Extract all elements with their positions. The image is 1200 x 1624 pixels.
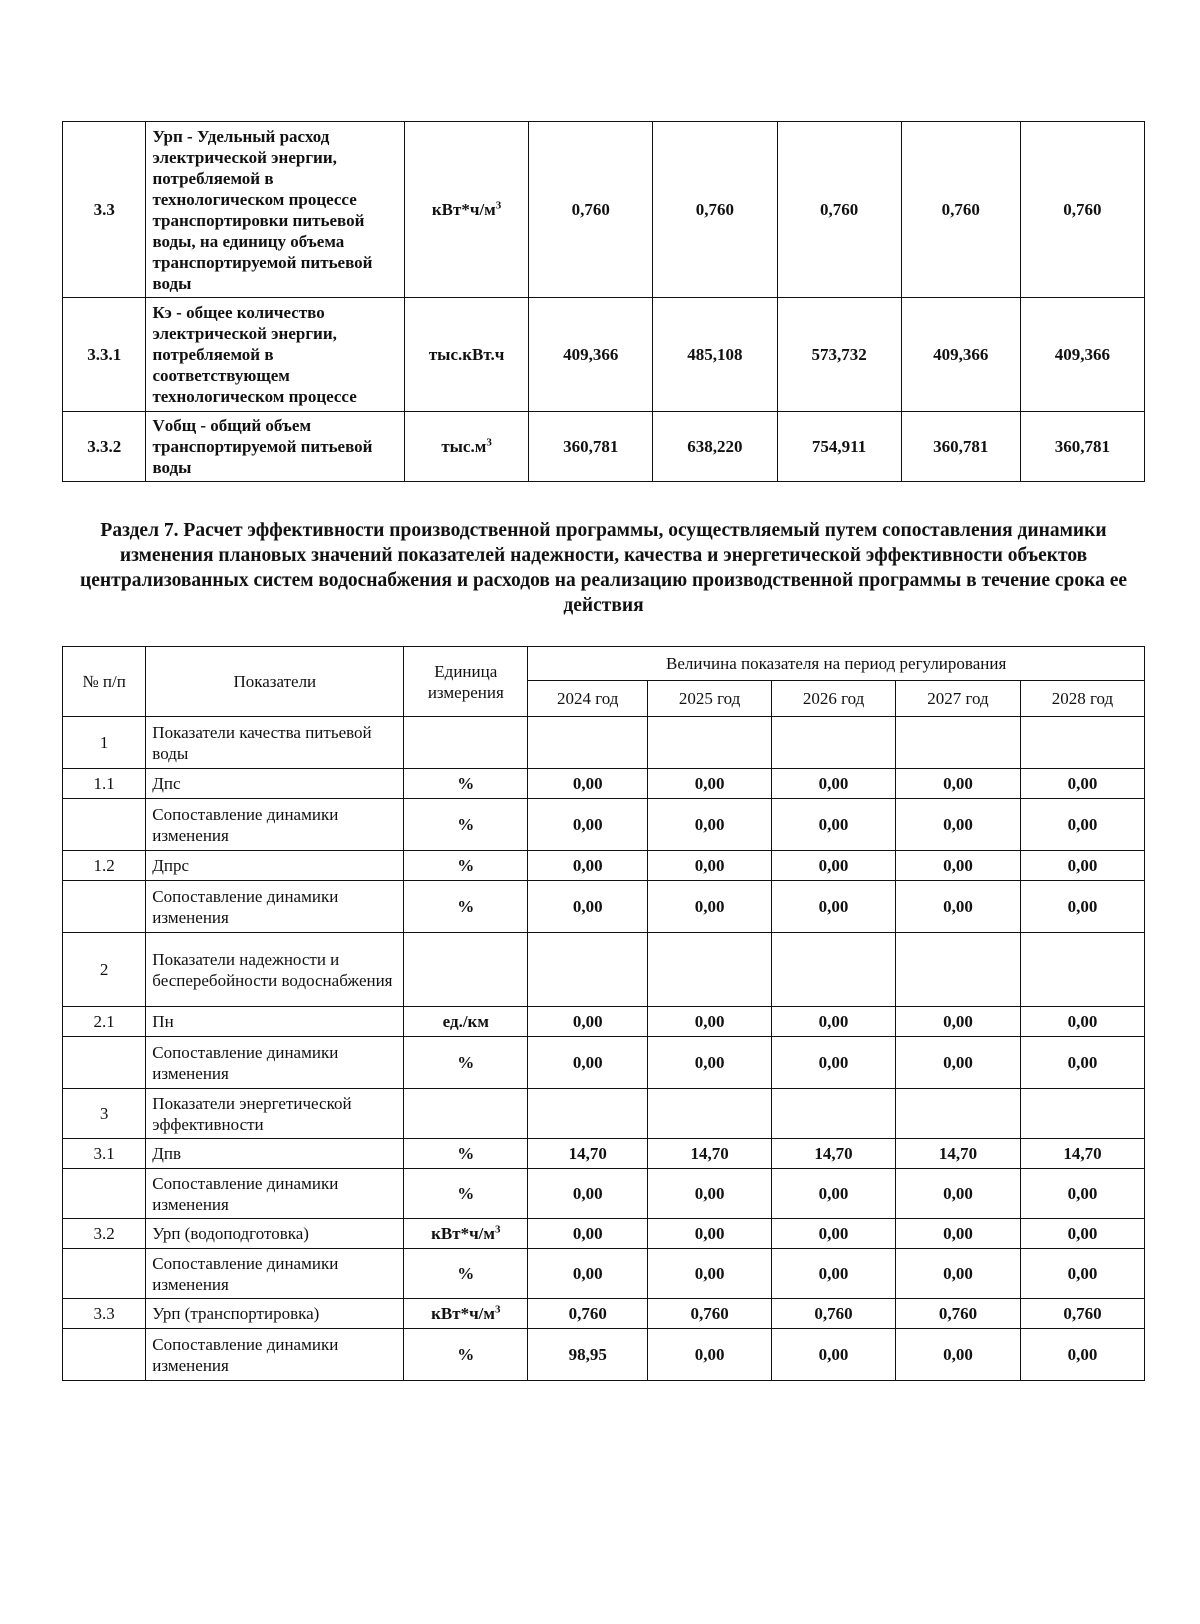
value-cell: 0,00 (528, 1037, 648, 1089)
row-number (63, 799, 146, 851)
table-row (63, 717, 1145, 769)
section-heading: Раздел 7. Расчет эффективности производственной программы, осуществляемый путем сопоставления динамики изменения плановых значений показателей надежности, качества и энергетической эффективности объектов централизованных систем водоснабжения и расходов на реализацию производственной программы в течение срока ее действия (79, 520, 1128, 616)
value-cell: 0,00 (896, 799, 1021, 851)
table-row (63, 122, 1145, 298)
row-number: 3 (63, 1089, 146, 1139)
header-year: 2027 год (896, 681, 1021, 717)
unit-cell (404, 1329, 528, 1381)
value-cell: 0,00 (896, 1329, 1021, 1381)
table-row (63, 1139, 1145, 1169)
row-indicator-name: Урп (транспортировка) (146, 1299, 404, 1329)
value-cell: 14,70 (772, 1139, 896, 1169)
value-cell: 0,00 (896, 851, 1021, 881)
value-cell (528, 1089, 648, 1139)
value-cell: 14,70 (896, 1139, 1021, 1169)
row-number (63, 881, 146, 933)
value-cell: 0,00 (528, 851, 648, 881)
unit-cell (404, 1299, 528, 1329)
unit-text: % (457, 1184, 475, 1203)
value-cell: 0,00 (1020, 1169, 1144, 1219)
unit-superscript: 3 (486, 436, 492, 449)
unit-cell (404, 1089, 528, 1139)
value-cell: 0,00 (896, 1219, 1021, 1249)
value-cell: 0,00 (648, 1007, 772, 1037)
row-number (63, 1249, 146, 1299)
unit-text: % (457, 774, 475, 793)
value-cell: 0,00 (1020, 1219, 1144, 1249)
value-cell: 360,781 (901, 412, 1020, 482)
value-cell: 0,760 (777, 122, 901, 298)
row-indicator-name: Кэ - общее количество электрической энергии, потребляемой в соответствующем технологическом процессе (146, 298, 405, 412)
value-cell (648, 717, 772, 769)
row-number: 3.3 (63, 122, 146, 298)
value-cell: 0,00 (528, 1169, 648, 1219)
header-year: 2024 год (528, 681, 648, 717)
row-number: 3.1 (63, 1139, 146, 1169)
value-cell (528, 933, 648, 1007)
header-year: 2026 год (772, 681, 896, 717)
value-cell (528, 717, 648, 769)
value-cell: 485,108 (653, 298, 777, 412)
unit-cell (404, 933, 528, 1007)
value-cell: 0,00 (896, 1169, 1021, 1219)
value-cell: 0,00 (528, 1219, 648, 1249)
value-cell: 14,70 (528, 1139, 648, 1169)
header-period: Величина показателя на период регулирования (528, 647, 1145, 681)
unit-text: % (457, 1345, 475, 1364)
unit-cell (404, 851, 528, 881)
row-number (63, 1169, 146, 1219)
value-cell: 0,00 (772, 881, 896, 933)
value-cell: 0,00 (1020, 1037, 1144, 1089)
unit-superscript: 3 (495, 199, 502, 212)
unit-text: % (457, 1144, 475, 1163)
table-row (63, 851, 1145, 881)
table-row (63, 933, 1145, 1007)
value-cell: 0,00 (772, 1329, 896, 1381)
row-indicator-name: Показатели надежности и бесперебойности водоснабжения (146, 933, 404, 1007)
unit-cell (404, 1139, 528, 1169)
value-cell: 0,00 (772, 1007, 896, 1037)
value-cell: 0,760 (653, 122, 777, 298)
row-indicator-name: Сопоставление динамики изменения (146, 881, 404, 933)
row-indicator-name: Дпрс (146, 851, 404, 881)
row-number (63, 1037, 146, 1089)
value-cell: 409,366 (529, 298, 653, 412)
value-cell: 98,95 (528, 1329, 648, 1381)
value-cell: 0,760 (1020, 122, 1144, 298)
header-unit: Единица измерения (404, 647, 528, 717)
value-cell: 0,00 (772, 1037, 896, 1089)
row-number: 3.3 (63, 1299, 146, 1329)
unit-text: ед./км (442, 1012, 489, 1031)
header-name: Показатели (146, 647, 404, 717)
row-indicator-name: Урп - Удельный расход электрической энергии, потребляемой в технологическом процессе транспортировки питьевой воды, на единицу объема транспортируемой питьевой воды (146, 122, 405, 298)
unit-cell (404, 1169, 528, 1219)
value-cell: 0,760 (529, 122, 653, 298)
unit-superscript: 3 (494, 1303, 501, 1316)
value-cell: 0,00 (648, 1169, 772, 1219)
row-indicator-name: Сопоставление динамики изменения (146, 1037, 404, 1089)
table-row (63, 412, 1145, 482)
value-cell: 0,00 (648, 1249, 772, 1299)
row-number: 1.1 (63, 769, 146, 799)
unit-superscript: 3 (494, 1223, 501, 1236)
value-cell (1020, 717, 1144, 769)
value-cell: 0,00 (648, 769, 772, 799)
table-row (63, 1089, 1145, 1139)
value-cell: 754,911 (777, 412, 901, 482)
value-cell: 0,00 (648, 799, 772, 851)
value-cell: 0,00 (896, 881, 1021, 933)
header-year: 2028 год (1020, 681, 1144, 717)
value-cell: 0,00 (528, 881, 648, 933)
row-indicator-name: Сопоставление динамики изменения (146, 799, 404, 851)
table-row (63, 1037, 1145, 1089)
value-cell: 0,00 (772, 1169, 896, 1219)
row-indicator-name: Показатели качества питьевой воды (146, 717, 404, 769)
unit-text: тыс.кВт.ч (428, 345, 505, 364)
value-cell: 360,781 (529, 412, 653, 482)
row-indicator-name: Vобщ - общий объем транспортируемой питьевой воды (146, 412, 405, 482)
value-cell: 0,760 (528, 1299, 648, 1329)
value-cell: 0,760 (772, 1299, 896, 1329)
table-row (63, 1249, 1145, 1299)
unit-text: % (457, 1053, 475, 1072)
table-row (63, 298, 1145, 412)
table-row (63, 1329, 1145, 1381)
row-indicator-name: Дпс (146, 769, 404, 799)
row-indicator-name: Показатели энергетической эффективности (146, 1089, 404, 1139)
table-row (63, 1007, 1145, 1037)
value-cell: 0,00 (648, 851, 772, 881)
row-number: 2 (63, 933, 146, 1007)
value-cell (896, 1089, 1021, 1139)
header-year: 2025 год (648, 681, 772, 717)
value-cell: 0,00 (1020, 769, 1144, 799)
row-number: 3.3.2 (63, 412, 146, 482)
unit-text: % (457, 1264, 475, 1283)
row-indicator-name: Пн (146, 1007, 404, 1037)
unit-cell (404, 298, 528, 412)
value-cell: 409,366 (901, 298, 1020, 412)
table-row (63, 769, 1145, 799)
efficiency-table (62, 646, 1145, 1381)
table-row (63, 1219, 1145, 1249)
unit-cell (404, 1249, 528, 1299)
unit-cell (404, 1037, 528, 1089)
row-number: 3.2 (63, 1219, 146, 1249)
table-row (63, 1299, 1145, 1329)
row-number: 3.3.1 (63, 298, 146, 412)
row-indicator-name: Дпв (146, 1139, 404, 1169)
unit-cell (404, 717, 528, 769)
table-row (63, 799, 1145, 851)
value-cell (648, 933, 772, 1007)
value-cell: 0,00 (528, 799, 648, 851)
value-cell: 638,220 (653, 412, 777, 482)
value-cell: 0,00 (1020, 1249, 1144, 1299)
row-number (63, 1329, 146, 1381)
value-cell: 0,00 (528, 1007, 648, 1037)
value-cell: 0,760 (648, 1299, 772, 1329)
unit-text: тыс.м (441, 437, 487, 456)
value-cell: 0,00 (648, 881, 772, 933)
value-cell: 0,760 (1020, 1299, 1144, 1329)
value-cell (772, 1089, 896, 1139)
value-cell: 14,70 (648, 1139, 772, 1169)
value-cell: 0,00 (772, 851, 896, 881)
unit-cell (404, 799, 528, 851)
row-number: 1.2 (63, 851, 146, 881)
value-cell: 0,00 (648, 1037, 772, 1089)
unit-cell (404, 881, 528, 933)
value-cell: 0,00 (772, 769, 896, 799)
value-cell: 409,366 (1020, 298, 1144, 412)
value-cell: 0,00 (1020, 1329, 1144, 1381)
value-cell: 0,00 (772, 1219, 896, 1249)
unit-text: % (457, 856, 475, 875)
value-cell: 0,00 (1020, 1007, 1144, 1037)
value-cell: 0,00 (528, 1249, 648, 1299)
row-indicator-name: Сопоставление динамики изменения (146, 1249, 404, 1299)
value-cell (1020, 1089, 1144, 1139)
value-cell: 0,00 (772, 799, 896, 851)
value-cell (896, 933, 1021, 1007)
value-cell: 0,00 (1020, 851, 1144, 881)
value-cell: 0,00 (1020, 881, 1144, 933)
row-number: 1 (63, 717, 146, 769)
unit-text: % (457, 897, 475, 916)
unit-text: кВт*ч/м (431, 200, 496, 219)
value-cell: 0,00 (648, 1329, 772, 1381)
unit-text: кВт*ч/м (431, 1224, 495, 1243)
unit-cell (404, 122, 528, 298)
unit-text: % (457, 815, 475, 834)
value-cell: 0,00 (648, 1219, 772, 1249)
continuation-table (62, 121, 1145, 482)
value-cell: 0,00 (896, 1007, 1021, 1037)
value-cell (648, 1089, 772, 1139)
value-cell: 0,00 (1020, 799, 1144, 851)
value-cell: 14,70 (1020, 1139, 1144, 1169)
value-cell: 0,760 (901, 122, 1020, 298)
unit-text: кВт*ч/м (431, 1304, 495, 1323)
value-cell: 0,00 (896, 1037, 1021, 1089)
value-cell (772, 933, 896, 1007)
unit-cell (404, 1219, 528, 1249)
value-cell: 0,00 (772, 1249, 896, 1299)
row-indicator-name: Урп (водоподготовка) (146, 1219, 404, 1249)
row-indicator-name: Сопоставление динамики изменения (146, 1329, 404, 1381)
value-cell: 0,760 (896, 1299, 1021, 1329)
unit-cell (404, 769, 528, 799)
table-row (63, 1169, 1145, 1219)
value-cell (772, 717, 896, 769)
unit-cell (404, 412, 528, 482)
value-cell: 0,00 (528, 769, 648, 799)
value-cell: 0,00 (896, 769, 1021, 799)
value-cell: 360,781 (1020, 412, 1144, 482)
value-cell: 573,732 (777, 298, 901, 412)
row-number: 2.1 (63, 1007, 146, 1037)
header-num: № п/п (63, 647, 146, 717)
unit-cell (404, 1007, 528, 1037)
value-cell: 0,00 (896, 1249, 1021, 1299)
value-cell (896, 717, 1021, 769)
row-indicator-name: Сопоставление динамики изменения (146, 1169, 404, 1219)
value-cell (1020, 933, 1144, 1007)
table-row (63, 881, 1145, 933)
